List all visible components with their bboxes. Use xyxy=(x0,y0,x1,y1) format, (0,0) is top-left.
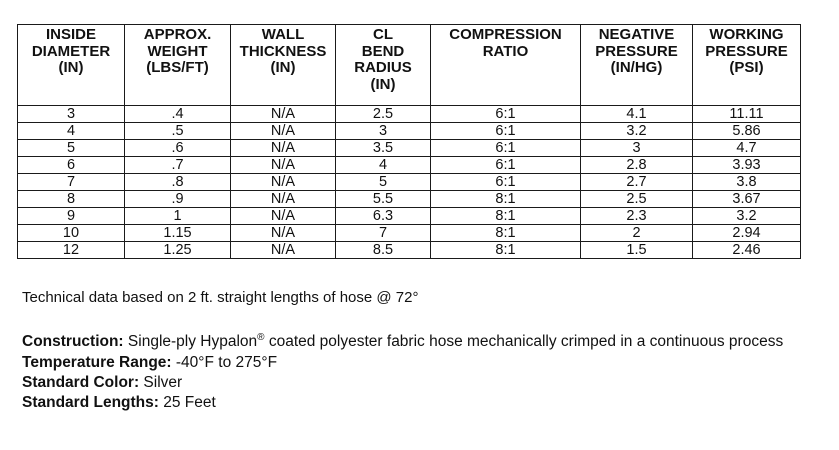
cell-working-pressure: 4.7 xyxy=(693,140,801,157)
cell-compression-ratio: 8:1 xyxy=(431,208,581,225)
cell-cl-bend-radius: 3 xyxy=(336,123,431,140)
construction-text-start: Single-ply Hypalon xyxy=(123,333,258,350)
cell-compression-ratio: 6:1 xyxy=(431,140,581,157)
cell-compression-ratio: 8:1 xyxy=(431,191,581,208)
cell-cl-bend-radius: 7 xyxy=(336,225,431,242)
color-value: Silver xyxy=(139,374,183,391)
header-approx-weight: APPROX. WEIGHT (LBS/FT) xyxy=(125,25,231,106)
table-row xyxy=(18,157,801,174)
cell-inside-diameter: 4 xyxy=(18,123,125,140)
cell-negative-pressure: 2.8 xyxy=(581,157,693,174)
cell-approx-weight: .9 xyxy=(125,191,231,208)
lengths-label: Standard Lengths: xyxy=(22,394,159,411)
cell-negative-pressure: 3 xyxy=(581,140,693,157)
cell-negative-pressure: 2 xyxy=(581,225,693,242)
construction-label: Construction: xyxy=(22,333,124,350)
cell-wall-thickness: N/A xyxy=(231,157,336,174)
cell-wall-thickness: N/A xyxy=(231,140,336,157)
cell-approx-weight: 1.25 xyxy=(125,242,231,259)
cell-working-pressure: 5.86 xyxy=(693,123,801,140)
cell-inside-diameter: 7 xyxy=(18,174,125,191)
cell-cl-bend-radius: 4 xyxy=(336,157,431,174)
cell-cl-bend-radius: 6.3 xyxy=(336,208,431,225)
table-row xyxy=(18,174,801,191)
cell-approx-weight: .5 xyxy=(125,123,231,140)
cell-inside-diameter: 10 xyxy=(18,225,125,242)
cell-compression-ratio: 8:1 xyxy=(431,242,581,259)
lengths-value: 25 Feet xyxy=(158,394,216,411)
cell-wall-thickness: N/A xyxy=(231,106,336,123)
color-line xyxy=(22,373,822,393)
cell-cl-bend-radius: 3.5 xyxy=(336,140,431,157)
header-wall-thickness: WALL THICKNESS (IN) xyxy=(231,25,336,106)
cell-negative-pressure: 2.5 xyxy=(581,191,693,208)
cell-wall-thickness: N/A xyxy=(231,225,336,242)
cell-cl-bend-radius: 2.5 xyxy=(336,106,431,123)
table-row xyxy=(18,106,801,123)
technical-data-note: Technical data based on 2 ft. straight lengths of hose @ 72° xyxy=(22,289,419,306)
header-compression-ratio: COMPRESSION RATIO xyxy=(431,25,581,106)
cell-inside-diameter: 12 xyxy=(18,242,125,259)
table-row xyxy=(18,242,801,259)
cell-approx-weight: .7 xyxy=(125,157,231,174)
header-negative-pressure: NEGATIVE PRESSURE (IN/HG) xyxy=(581,25,693,106)
cell-cl-bend-radius: 5.5 xyxy=(336,191,431,208)
construction-line xyxy=(22,331,822,353)
product-specs xyxy=(22,331,822,413)
registered-mark: ® xyxy=(257,331,265,343)
cell-compression-ratio: 8:1 xyxy=(431,225,581,242)
hose-spec-table xyxy=(17,24,801,259)
cell-negative-pressure: 1.5 xyxy=(581,242,693,259)
cell-wall-thickness: N/A xyxy=(231,174,336,191)
cell-wall-thickness: N/A xyxy=(231,242,336,259)
cell-negative-pressure: 2.7 xyxy=(581,174,693,191)
cell-compression-ratio: 6:1 xyxy=(431,174,581,191)
table-row xyxy=(18,208,801,225)
cell-working-pressure: 11.11 xyxy=(693,106,801,123)
header-working-pressure: WORKING PRESSURE (PSI) xyxy=(693,25,801,106)
cell-approx-weight: .4 xyxy=(125,106,231,123)
cell-working-pressure: 3.2 xyxy=(693,208,801,225)
temperature-label: Temperature Range: xyxy=(22,354,172,371)
cell-inside-diameter: 3 xyxy=(18,106,125,123)
cell-wall-thickness: N/A xyxy=(231,208,336,225)
temperature-value: -40°F to 275°F xyxy=(171,354,278,371)
cell-working-pressure: 3.67 xyxy=(693,191,801,208)
table-header-row xyxy=(18,25,801,106)
cell-wall-thickness: N/A xyxy=(231,191,336,208)
cell-inside-diameter: 6 xyxy=(18,157,125,174)
cell-working-pressure: 2.46 xyxy=(693,242,801,259)
table-row xyxy=(18,191,801,208)
cell-wall-thickness: N/A xyxy=(231,123,336,140)
color-label: Standard Color: xyxy=(22,374,140,391)
cell-inside-diameter: 5 xyxy=(18,140,125,157)
cell-inside-diameter: 8 xyxy=(18,191,125,208)
table-row xyxy=(18,123,801,140)
table-row xyxy=(18,225,801,242)
cell-compression-ratio: 6:1 xyxy=(431,157,581,174)
lengths-line xyxy=(22,393,822,413)
cell-approx-weight: .6 xyxy=(125,140,231,157)
cell-compression-ratio: 6:1 xyxy=(431,123,581,140)
cell-negative-pressure: 3.2 xyxy=(581,123,693,140)
cell-inside-diameter: 9 xyxy=(18,208,125,225)
cell-working-pressure: 3.8 xyxy=(693,174,801,191)
table-row xyxy=(18,140,801,157)
construction-text-end: coated polyester fabric hose mechanically crimped in a continuous process xyxy=(264,333,784,350)
cell-approx-weight: .8 xyxy=(125,174,231,191)
header-cl-bend-radius: CL BEND RADIUS (IN) xyxy=(336,25,431,106)
cell-approx-weight: 1.15 xyxy=(125,225,231,242)
cell-cl-bend-radius: 8.5 xyxy=(336,242,431,259)
cell-cl-bend-radius: 5 xyxy=(336,174,431,191)
temperature-line xyxy=(22,353,822,373)
cell-approx-weight: 1 xyxy=(125,208,231,225)
cell-working-pressure: 3.93 xyxy=(693,157,801,174)
header-inside-diameter: INSIDE DIAMETER (IN) xyxy=(18,25,125,106)
cell-negative-pressure: 4.1 xyxy=(581,106,693,123)
cell-working-pressure: 2.94 xyxy=(693,225,801,242)
cell-negative-pressure: 2.3 xyxy=(581,208,693,225)
cell-compression-ratio: 6:1 xyxy=(431,106,581,123)
